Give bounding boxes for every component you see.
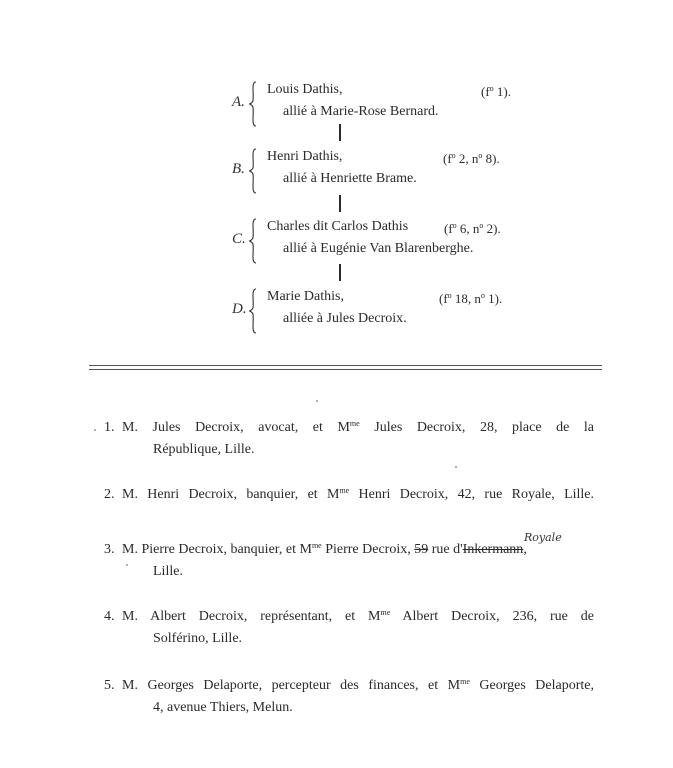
handwritten-correction: Royale [524,531,562,544]
address-entry-2 [104,484,594,506]
entry-continuation: Solférino, Lille. [153,631,243,646]
address-entry-3 [104,531,594,583]
genealogy-entry-a [228,82,528,128]
entry-line: 4. M. Albert Decroix, représentant, et $M^{me}$ Albert Decroix, 236, rue de [104,606,594,628]
folio-reference: ($f^o$ 1). [481,84,512,99]
scan-speck [316,400,318,402]
entry-continuation: République, Lille. [153,442,255,457]
folio-reference: ($f^o$ 2, $n^o$ 8). [443,151,500,166]
lineage-connector [339,124,341,141]
generation-letter: D. [232,301,247,317]
entry-continuation: Lille. [153,564,183,579]
lineage-connector [339,195,341,212]
spouse-text: alliée à Jules Decroix. [283,311,407,326]
scan-speck [126,564,128,566]
scan-speck [94,429,96,431]
entry-number: 1. [104,420,115,435]
address-entry-1 [104,417,594,461]
folio-reference: ($f^o$ 6, $n^o$ 2). [444,221,501,236]
address-entry-5 [104,675,594,719]
person-name: Marie Dathis, [267,289,344,304]
struck-house-number: 59 [414,542,429,557]
spouse-text: allié à Eugénie Van Blarenberghe. [283,241,474,256]
entry-line: 2. M. Henri Decroix, banquier, et $M^{me}$ Henri Decroix, 42, rue Royale, Lille. [104,484,594,506]
struck-street-name: Inkermann [462,542,524,557]
divider-rule-top [89,365,602,366]
spouse-text: allié à Henriette Brame. [283,171,417,186]
brace-icon [248,81,258,127]
person-name: Charles dit Carlos Dathis [267,219,409,234]
entry-number: 5. [104,678,115,693]
spouse-text: allié à Marie-Rose Bernard. [283,104,439,119]
entry-line: 5. M. Georges Delaporte, percepteur des finances, et $M^{me}$ Georges Delaporte, [104,675,594,697]
genealogy-entry-d [228,289,528,335]
scan-speck [455,466,457,468]
genealogy-entry-c [228,219,528,265]
divider-rule-bottom [89,369,602,370]
entry-number: 4. [104,609,115,624]
genealogy-entry-b [228,149,528,195]
generation-letter: C. [232,231,246,247]
generation-letter: B. [232,161,245,177]
entry-line: 3. M. Pierre Decroix, banquier, et $M^{me}$ Pierre Decroix, 59 rue d'Inkermann, [104,539,594,561]
entry-number: 2. [104,487,115,502]
lineage-connector [339,264,341,281]
brace-icon [248,148,258,194]
person-name: Henri Dathis, [267,149,343,164]
folio-reference: ($f^o$ 18, $n^o$ 1). [439,291,503,306]
brace-icon [248,218,258,264]
person-name: Louis Dathis, [267,82,343,97]
entry-line: 1. M. Jules Decroix, avocat, et $M^{me}$ Jules Decroix, 28, place de la [104,417,594,439]
entry-continuation: 4, avenue Thiers, Melun. [153,700,293,715]
generation-letter: A. [232,94,245,110]
entry-number: 3. [104,542,115,557]
brace-icon [248,288,258,334]
address-entry-4 [104,606,594,650]
